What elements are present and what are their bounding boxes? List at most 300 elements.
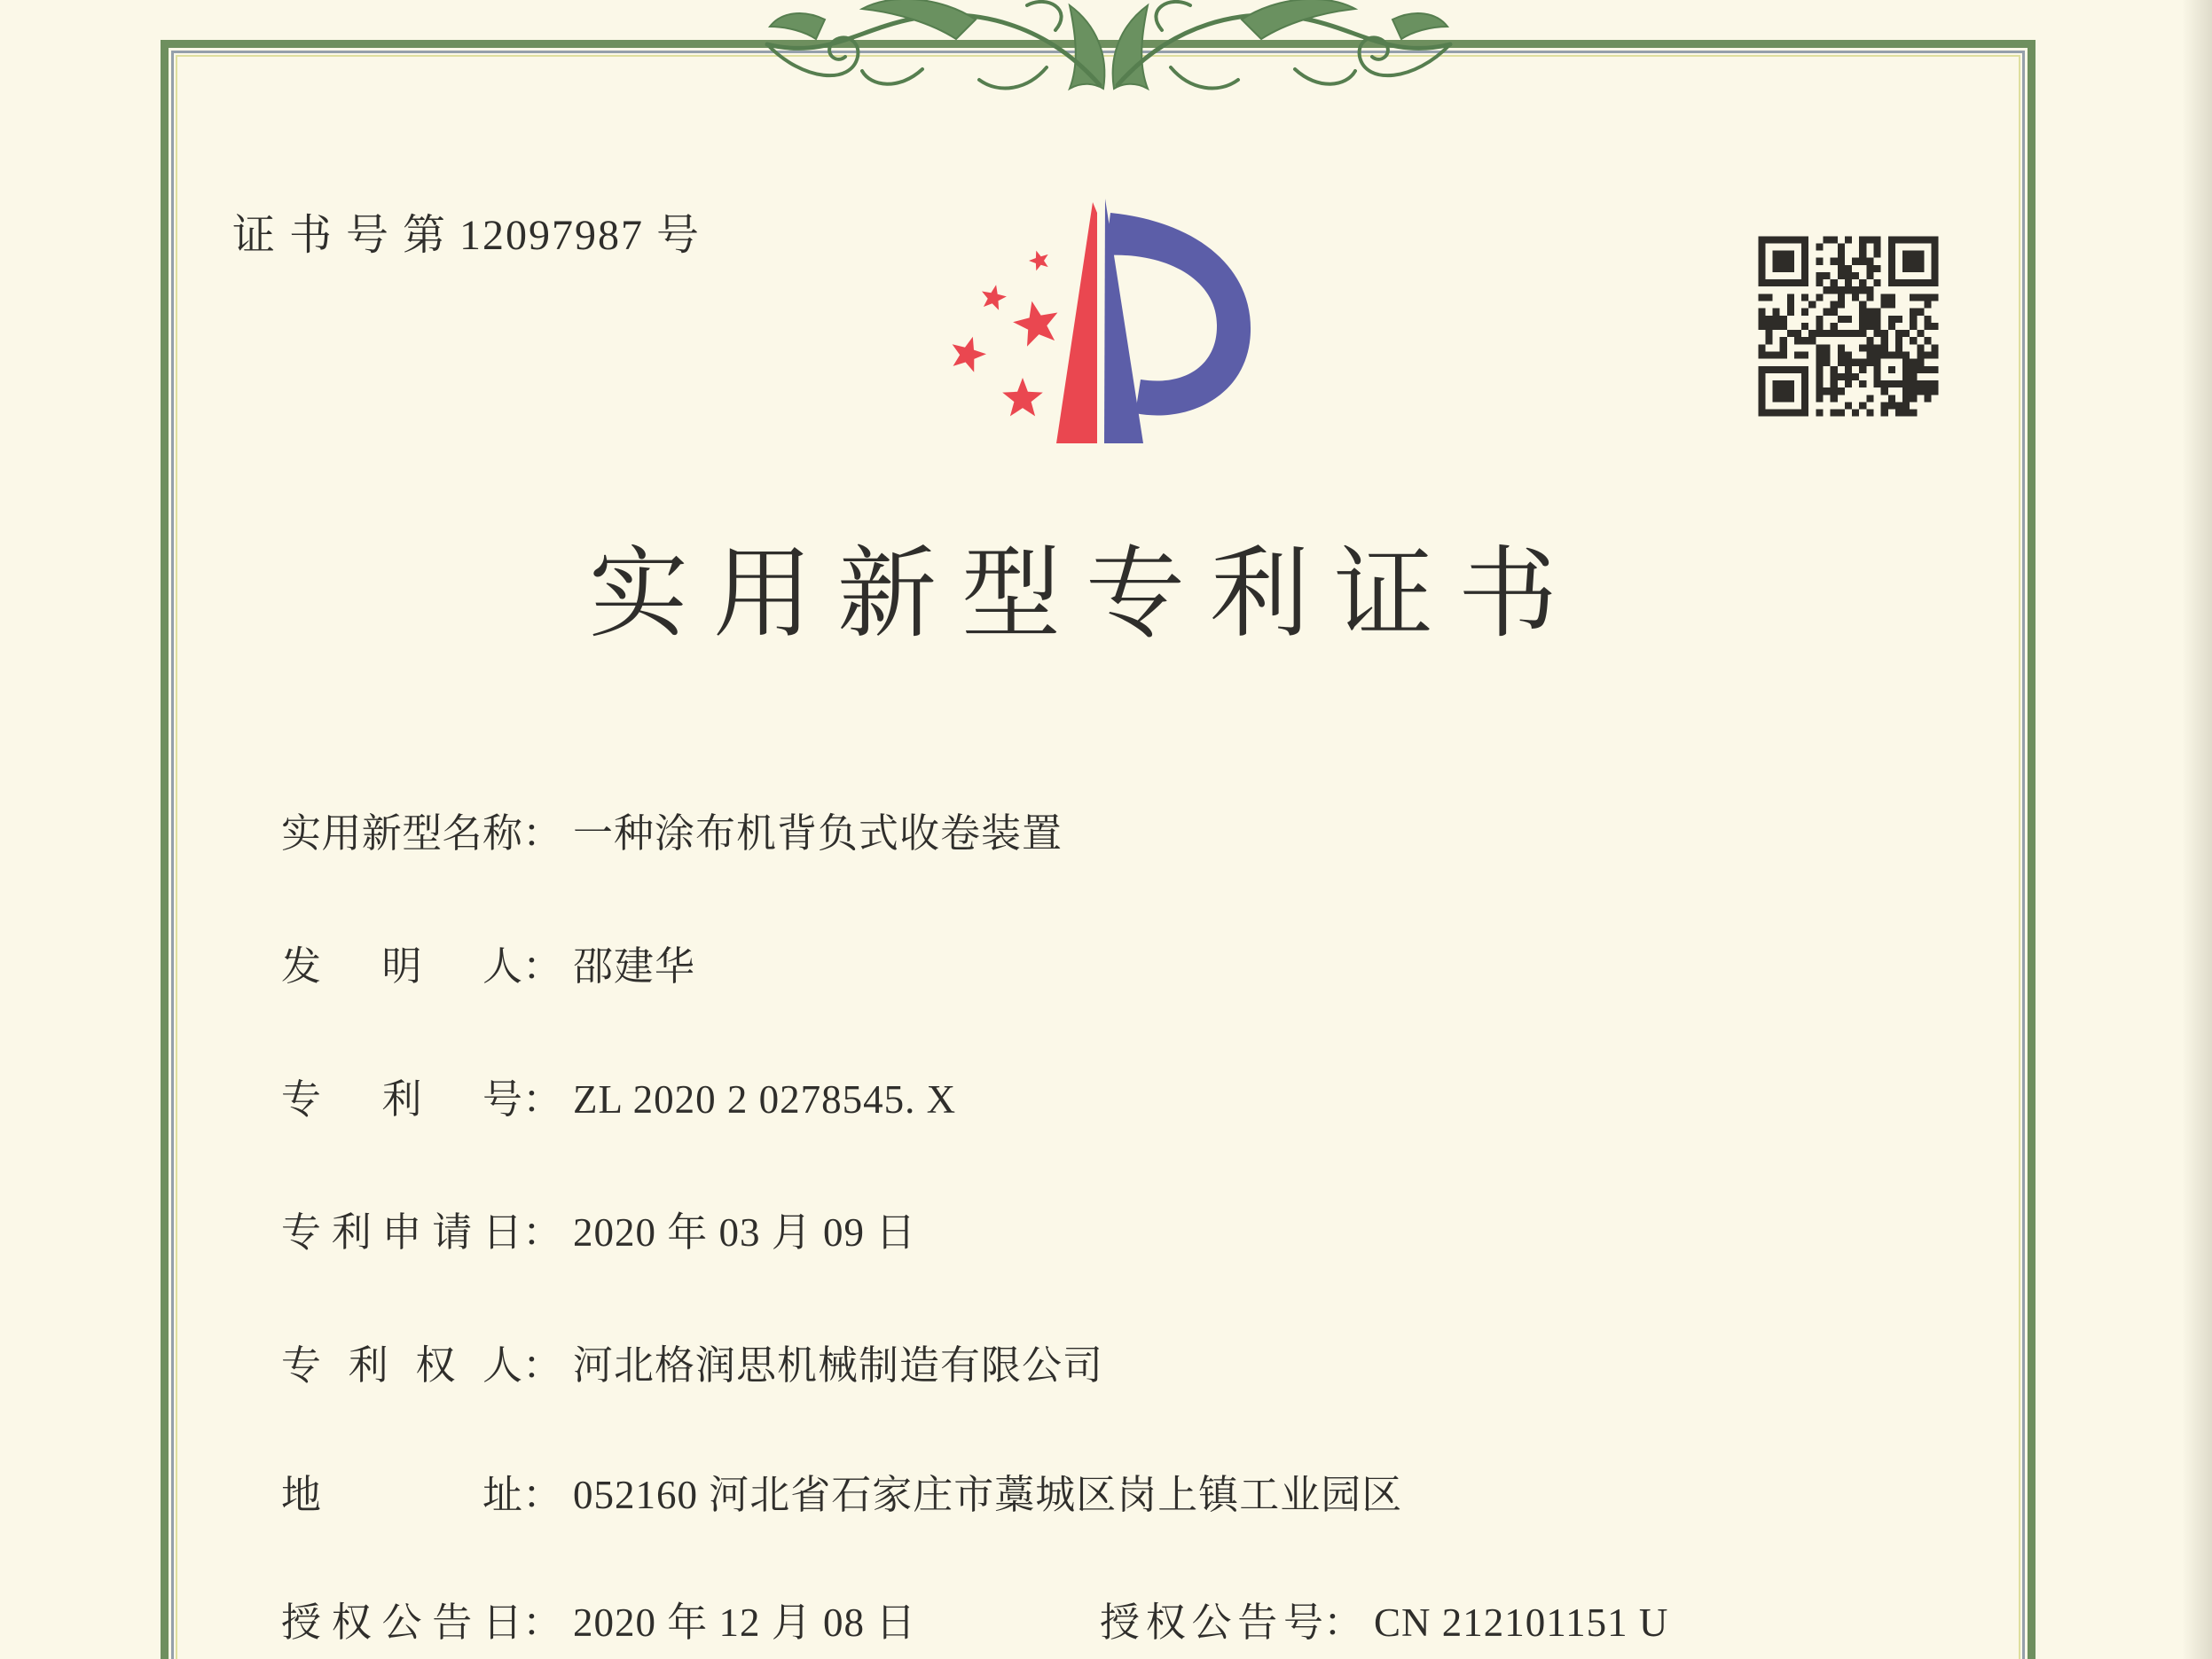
logo-red-wedge bbox=[1056, 202, 1097, 443]
qr-module bbox=[1787, 380, 1794, 387]
qr-module bbox=[1773, 236, 1780, 243]
qr-module bbox=[1787, 366, 1794, 373]
qr-module bbox=[1888, 258, 1895, 265]
qr-module bbox=[1902, 402, 1910, 409]
qr-module bbox=[1758, 323, 1765, 330]
qr-module bbox=[1765, 366, 1772, 373]
qr-module bbox=[1801, 279, 1808, 286]
qr-module bbox=[1831, 395, 1838, 402]
qr-module bbox=[1859, 236, 1866, 243]
qr-module bbox=[1845, 373, 1852, 380]
qr-module bbox=[1780, 410, 1787, 417]
qr-module bbox=[1902, 236, 1910, 243]
qr-module bbox=[1794, 366, 1801, 373]
qr-module bbox=[1780, 236, 1787, 243]
qr-module bbox=[1866, 359, 1873, 366]
qr-module bbox=[1932, 323, 1939, 330]
field-row-filing-date bbox=[281, 1208, 916, 1257]
logo-star bbox=[1002, 378, 1043, 416]
qr-module bbox=[1852, 286, 1859, 293]
qr-module bbox=[1787, 293, 1794, 301]
green-scroll-flourish-ornament bbox=[758, 0, 1459, 105]
qr-module bbox=[1816, 351, 1823, 358]
qr-module bbox=[1787, 330, 1794, 337]
qr-module bbox=[1765, 337, 1772, 344]
qr-module bbox=[1765, 351, 1772, 358]
qr-module bbox=[1859, 251, 1866, 258]
qr-module bbox=[1932, 265, 1939, 272]
qr-module bbox=[1780, 323, 1787, 330]
qr-module bbox=[1773, 395, 1780, 402]
qr-module bbox=[1831, 323, 1838, 330]
qr-module bbox=[1845, 286, 1852, 293]
qr-module bbox=[1816, 279, 1823, 286]
qr-module bbox=[1910, 380, 1917, 387]
qr-module bbox=[1773, 251, 1780, 258]
qr-module bbox=[1758, 265, 1765, 272]
field-value: CN 212101151 U bbox=[1374, 1600, 1669, 1645]
qr-module bbox=[1758, 258, 1765, 265]
qr-module bbox=[1910, 395, 1917, 402]
qr-module bbox=[1873, 330, 1880, 337]
qr-module bbox=[1924, 323, 1931, 330]
qr-module bbox=[1859, 359, 1866, 366]
field-row-grant-gazette-number bbox=[1100, 1598, 1668, 1647]
qr-module bbox=[1845, 351, 1852, 358]
qr-module bbox=[1881, 410, 1888, 417]
qr-module bbox=[1881, 344, 1888, 351]
qr-module bbox=[1845, 402, 1852, 409]
qr-module bbox=[1910, 279, 1917, 286]
qr-module bbox=[1816, 395, 1823, 402]
qr-module bbox=[1765, 236, 1772, 243]
qr-module bbox=[1831, 286, 1838, 293]
qr-module bbox=[1932, 344, 1939, 351]
qr-module bbox=[1845, 380, 1852, 387]
qr-module bbox=[1808, 337, 1816, 344]
qr-module bbox=[1824, 236, 1831, 243]
qr-module bbox=[1881, 330, 1888, 337]
qr-module bbox=[1758, 373, 1765, 380]
qr-module bbox=[1873, 323, 1880, 330]
qr-module bbox=[1852, 258, 1859, 265]
field-label: 专利号 bbox=[281, 1077, 522, 1122]
qr-module bbox=[1838, 265, 1845, 272]
field-value: 052160 河北省石家庄市藁城区岗上镇工业园区 bbox=[573, 1473, 1403, 1517]
qr-module bbox=[1773, 316, 1780, 323]
qr-module bbox=[1859, 301, 1866, 309]
qr-module bbox=[1910, 251, 1917, 258]
field-label: 专利权人 bbox=[281, 1343, 522, 1388]
qr-module bbox=[1859, 344, 1866, 351]
qr-module bbox=[1924, 395, 1931, 402]
qr-module bbox=[1765, 293, 1772, 301]
qr-module bbox=[1910, 316, 1917, 323]
qr-module bbox=[1838, 301, 1845, 309]
qr-module bbox=[1888, 265, 1895, 272]
qr-module bbox=[1787, 301, 1794, 309]
qr-module bbox=[1859, 323, 1866, 330]
field-colon: ： bbox=[522, 1473, 563, 1517]
qr-module bbox=[1932, 236, 1939, 243]
qr-module bbox=[1859, 316, 1866, 323]
qr-module bbox=[1932, 293, 1939, 301]
qr-module bbox=[1758, 366, 1765, 373]
qr-module bbox=[1873, 265, 1880, 272]
qr-module bbox=[1838, 272, 1845, 279]
qr-module bbox=[1881, 351, 1888, 358]
qr-module bbox=[1765, 323, 1772, 330]
field-label: 发明人 bbox=[281, 944, 522, 989]
qr-module bbox=[1866, 316, 1873, 323]
qr-module bbox=[1838, 373, 1845, 380]
qr-module bbox=[1794, 279, 1801, 286]
qr-module bbox=[1801, 265, 1808, 272]
qr-module bbox=[1831, 279, 1838, 286]
qr-module bbox=[1780, 258, 1787, 265]
qr-module bbox=[1787, 410, 1794, 417]
field-label: 实用新型名称 bbox=[281, 811, 522, 856]
qr-module bbox=[1845, 359, 1852, 366]
qr-module bbox=[1866, 323, 1873, 330]
qr-module bbox=[1888, 236, 1895, 243]
qr-module bbox=[1758, 344, 1765, 351]
qr-module bbox=[1924, 351, 1931, 358]
qr-module bbox=[1838, 251, 1845, 258]
qr-module bbox=[1801, 410, 1808, 417]
qr-module bbox=[1838, 344, 1845, 351]
qr-module bbox=[1787, 265, 1794, 272]
qr-module bbox=[1866, 344, 1873, 351]
qr-module bbox=[1888, 272, 1895, 279]
qr-module bbox=[1910, 309, 1917, 316]
qr-module bbox=[1895, 344, 1902, 351]
qr-module bbox=[1816, 243, 1823, 250]
qr-module bbox=[1859, 330, 1866, 337]
qr-module bbox=[1859, 402, 1866, 409]
qr-module bbox=[1824, 330, 1831, 337]
qr-module bbox=[1866, 236, 1873, 243]
field-colon: ： bbox=[522, 1343, 563, 1388]
field-colon: ： bbox=[522, 1210, 563, 1255]
qr-module bbox=[1902, 380, 1910, 387]
field-colon: ： bbox=[522, 1077, 563, 1122]
qr-module bbox=[1873, 373, 1880, 380]
qr-module bbox=[1773, 258, 1780, 265]
field-label: 授权公告日 bbox=[281, 1600, 522, 1645]
logo-star bbox=[1013, 301, 1057, 347]
qr-module bbox=[1780, 351, 1787, 358]
qr-module bbox=[1917, 236, 1924, 243]
qr-module bbox=[1924, 387, 1931, 395]
field-row-address bbox=[281, 1470, 1402, 1520]
qr-module bbox=[1924, 337, 1931, 344]
qr-module bbox=[1917, 265, 1924, 272]
qr-module bbox=[1831, 387, 1838, 395]
qr-module bbox=[1895, 316, 1902, 323]
qr-module bbox=[1838, 359, 1845, 366]
qr-module bbox=[1866, 272, 1873, 279]
qr-module bbox=[1758, 279, 1765, 286]
qr-module bbox=[1758, 272, 1765, 279]
qr-module bbox=[1794, 236, 1801, 243]
qr-module bbox=[1801, 402, 1808, 409]
qr-module bbox=[1801, 236, 1808, 243]
qr-module bbox=[1780, 344, 1787, 351]
qr-module bbox=[1932, 243, 1939, 250]
qr-module bbox=[1780, 366, 1787, 373]
qr-module bbox=[1816, 359, 1823, 366]
qr-module bbox=[1902, 330, 1910, 337]
qr-module bbox=[1917, 359, 1924, 366]
qr-module bbox=[1917, 380, 1924, 387]
qr-module bbox=[1816, 293, 1823, 301]
field-value: 邵建华 bbox=[573, 944, 696, 989]
qr-module bbox=[1881, 337, 1888, 344]
qr-module bbox=[1895, 279, 1902, 286]
qr-module bbox=[1787, 387, 1794, 395]
qr-module bbox=[1801, 243, 1808, 250]
qr-module bbox=[1881, 387, 1888, 395]
qr-module bbox=[1816, 380, 1823, 387]
qr-module bbox=[1924, 293, 1931, 301]
qr-module bbox=[1824, 344, 1831, 351]
qr-module bbox=[1888, 366, 1895, 373]
qr-module bbox=[1794, 351, 1801, 358]
field-colon: ： bbox=[522, 944, 563, 989]
qr-module bbox=[1787, 309, 1794, 316]
qr-module bbox=[1888, 301, 1895, 309]
qr-module bbox=[1780, 380, 1787, 387]
qr-module bbox=[1866, 309, 1873, 316]
qr-module bbox=[1845, 279, 1852, 286]
qr-module bbox=[1873, 279, 1880, 286]
qr-module bbox=[1902, 265, 1910, 272]
qr-module bbox=[1816, 373, 1823, 380]
cnipa-patent-logo-icon bbox=[922, 176, 1277, 477]
qr-module bbox=[1758, 309, 1765, 316]
field-label: 授权公告号 bbox=[1100, 1600, 1323, 1645]
qr-module bbox=[1902, 279, 1910, 286]
qr-module bbox=[1845, 316, 1852, 323]
qr-module bbox=[1838, 293, 1845, 301]
qr-module bbox=[1780, 387, 1787, 395]
qr-module bbox=[1765, 410, 1772, 417]
qr-module bbox=[1888, 323, 1895, 330]
field-value: 河北格润思机械制造有限公司 bbox=[573, 1343, 1104, 1388]
logo-star bbox=[982, 285, 1007, 309]
qr-module bbox=[1816, 272, 1823, 279]
qr-module bbox=[1917, 251, 1924, 258]
qr-module bbox=[1801, 366, 1808, 373]
qr-module bbox=[1773, 366, 1780, 373]
qr-module bbox=[1873, 366, 1880, 373]
qr-module bbox=[1910, 258, 1917, 265]
qr-module bbox=[1838, 410, 1845, 417]
qr-module bbox=[1831, 410, 1838, 417]
qr-module bbox=[1932, 251, 1939, 258]
field-row-grant-date bbox=[281, 1598, 916, 1647]
field-label: 地址 bbox=[281, 1473, 522, 1517]
qr-module bbox=[1801, 387, 1808, 395]
qr-module bbox=[1773, 351, 1780, 358]
qr-module bbox=[1873, 380, 1880, 387]
field-colon: ： bbox=[1323, 1600, 1364, 1645]
qr-module bbox=[1902, 373, 1910, 380]
qr-module bbox=[1924, 301, 1931, 309]
qr-module bbox=[1852, 293, 1859, 301]
qr-module bbox=[1888, 293, 1895, 301]
qr-module bbox=[1902, 351, 1910, 358]
qr-module bbox=[1794, 410, 1801, 417]
qr-module bbox=[1765, 316, 1772, 323]
qr-module bbox=[1801, 323, 1808, 330]
qr-module bbox=[1902, 251, 1910, 258]
qr-module bbox=[1917, 366, 1924, 373]
logo-star bbox=[953, 337, 986, 372]
qr-module bbox=[1881, 293, 1888, 301]
qr-module bbox=[1758, 236, 1765, 243]
qr-module bbox=[1881, 301, 1888, 309]
qr-module bbox=[1888, 395, 1895, 402]
qr-module bbox=[1845, 272, 1852, 279]
qr-module bbox=[1866, 351, 1873, 358]
qr-module bbox=[1888, 402, 1895, 409]
qr-module bbox=[1824, 387, 1831, 395]
qr-module bbox=[1924, 236, 1931, 243]
qr-module bbox=[1852, 272, 1859, 279]
qr-module bbox=[1924, 279, 1931, 286]
qr-module bbox=[1831, 236, 1838, 243]
qr-module bbox=[1910, 265, 1917, 272]
qr-module bbox=[1859, 258, 1866, 265]
qr-module bbox=[1859, 243, 1866, 250]
qr-module bbox=[1801, 351, 1808, 358]
qr-module bbox=[1902, 366, 1910, 373]
qr-module bbox=[1910, 410, 1917, 417]
qr-module bbox=[1838, 258, 1845, 265]
qr-module bbox=[1910, 387, 1917, 395]
qr-module bbox=[1932, 366, 1939, 373]
field-row-inventor bbox=[281, 942, 695, 991]
qr-module bbox=[1801, 272, 1808, 279]
qr-module bbox=[1838, 316, 1845, 323]
qr-module bbox=[1873, 344, 1880, 351]
qr-module bbox=[1917, 279, 1924, 286]
qr-module bbox=[1873, 316, 1880, 323]
field-row-utility-model-name bbox=[281, 809, 1063, 858]
qr-module bbox=[1917, 258, 1924, 265]
field-row-patent-number bbox=[281, 1075, 956, 1124]
qr-module bbox=[1758, 293, 1765, 301]
qr-module bbox=[1910, 337, 1917, 344]
qr-module bbox=[1902, 395, 1910, 402]
qr-module bbox=[1910, 373, 1917, 380]
qr-module bbox=[1917, 351, 1924, 358]
qr-module bbox=[1780, 395, 1787, 402]
qr-module bbox=[1824, 272, 1831, 279]
qr-module bbox=[1845, 236, 1852, 243]
qr-module bbox=[1787, 279, 1794, 286]
qr-module bbox=[1888, 243, 1895, 250]
qr-module bbox=[1895, 410, 1902, 417]
qr-module bbox=[1758, 402, 1765, 409]
field-value: 2020 年 12 月 08 日 bbox=[573, 1600, 917, 1645]
qr-module bbox=[1895, 402, 1902, 409]
qr-module bbox=[1838, 351, 1845, 358]
field-label: 专利申请日 bbox=[281, 1210, 522, 1255]
qr-module bbox=[1910, 366, 1917, 373]
qr-module bbox=[1924, 380, 1931, 387]
qr-module bbox=[1902, 359, 1910, 366]
qr-module bbox=[1910, 359, 1917, 366]
qr-code bbox=[1744, 222, 1953, 431]
qr-module bbox=[1801, 309, 1808, 316]
qr-module bbox=[1765, 330, 1772, 337]
qr-module bbox=[1866, 410, 1873, 417]
qr-module bbox=[1816, 410, 1823, 417]
qr-module bbox=[1758, 380, 1765, 387]
qr-module bbox=[1873, 351, 1880, 358]
qr-module bbox=[1831, 330, 1838, 337]
qr-module bbox=[1917, 344, 1924, 351]
qr-module bbox=[1859, 279, 1866, 286]
field-row-patentee bbox=[281, 1341, 1103, 1390]
qr-module bbox=[1895, 330, 1902, 337]
qr-module bbox=[1787, 258, 1794, 265]
qr-module bbox=[1845, 366, 1852, 373]
qr-module bbox=[1801, 380, 1808, 387]
qr-module bbox=[1917, 387, 1924, 395]
qr-module bbox=[1910, 323, 1917, 330]
qr-module bbox=[1932, 387, 1939, 395]
field-value: ZL 2020 2 0278545. X bbox=[573, 1077, 957, 1122]
qr-module bbox=[1773, 380, 1780, 387]
qr-module bbox=[1932, 258, 1939, 265]
qr-module bbox=[1824, 351, 1831, 358]
qr-module bbox=[1866, 258, 1873, 265]
qr-module bbox=[1816, 258, 1823, 265]
qr-module bbox=[1873, 236, 1880, 243]
qr-module bbox=[1773, 410, 1780, 417]
qr-module bbox=[1873, 309, 1880, 316]
qr-module bbox=[1780, 251, 1787, 258]
qr-module bbox=[1910, 293, 1917, 301]
qr-module bbox=[1932, 351, 1939, 358]
qr-module bbox=[1787, 395, 1794, 402]
qr-module bbox=[1866, 337, 1873, 344]
qr-module bbox=[1773, 387, 1780, 395]
qr-module bbox=[1831, 380, 1838, 387]
qr-module bbox=[1881, 402, 1888, 409]
qr-module bbox=[1888, 351, 1895, 358]
qr-module bbox=[1917, 330, 1924, 337]
qr-module bbox=[1787, 251, 1794, 258]
qr-module bbox=[1780, 279, 1787, 286]
qr-module bbox=[1801, 251, 1808, 258]
qr-module bbox=[1845, 330, 1852, 337]
qr-module bbox=[1902, 387, 1910, 395]
qr-module bbox=[1824, 286, 1831, 293]
qr-module bbox=[1824, 359, 1831, 366]
qr-module bbox=[1888, 316, 1895, 323]
qr-module bbox=[1852, 373, 1859, 380]
qr-module bbox=[1816, 316, 1823, 323]
qr-module bbox=[1859, 286, 1866, 293]
qr-module bbox=[1917, 309, 1924, 316]
qr-module bbox=[1801, 395, 1808, 402]
qr-module bbox=[1831, 301, 1838, 309]
